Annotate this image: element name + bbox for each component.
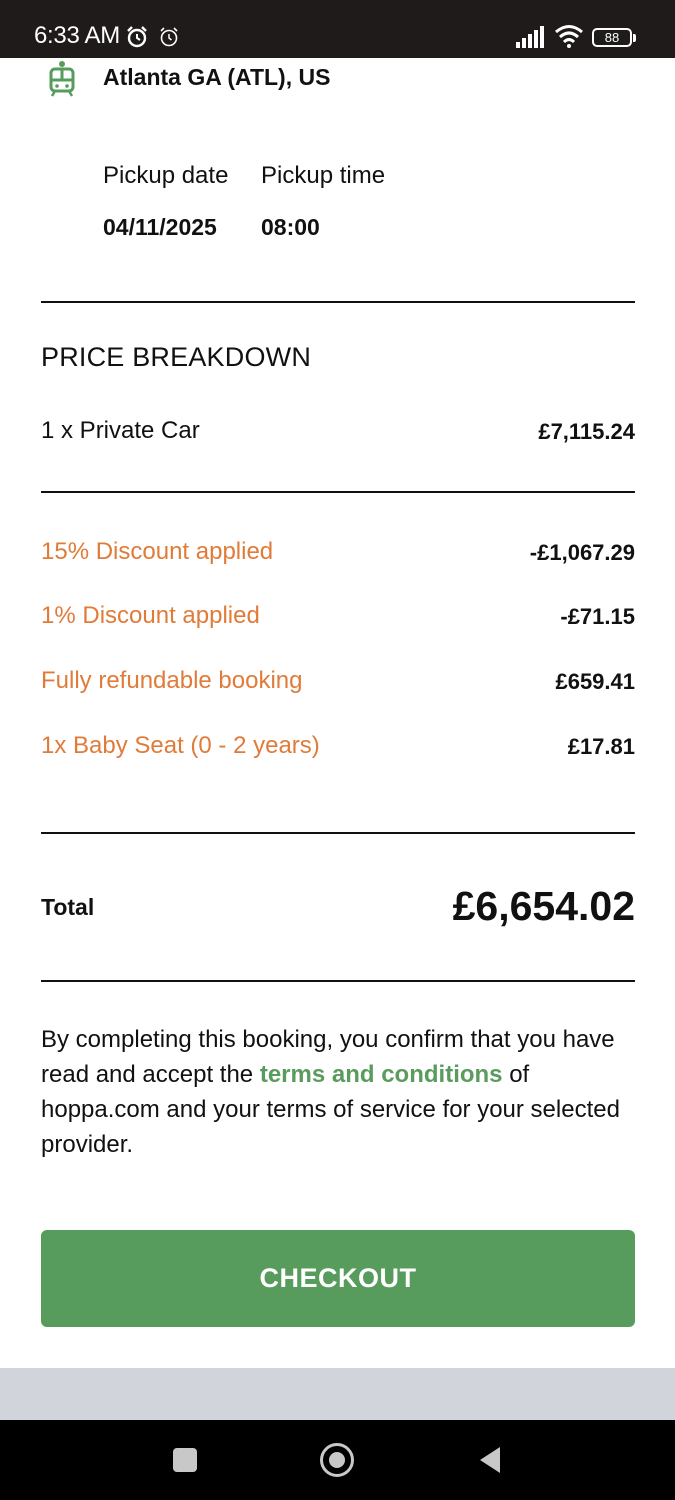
adjustment-label: 15% Discount applied [41, 538, 274, 565]
footer-band [0, 1368, 675, 1420]
adjustment-label: 1% Discount applied [41, 602, 260, 629]
pickup-time-value: 08:00 [261, 214, 320, 240]
checkout-button[interactable]: CHECKOUT [41, 1230, 635, 1327]
terms-link[interactable]: terms and conditions [259, 1061, 503, 1088]
total-label: Total [41, 894, 95, 920]
divider [41, 832, 635, 834]
pickup-date-value: 04/11/2025 [103, 214, 217, 240]
total-value: £6,654.02 [452, 883, 635, 929]
adjustment-value: -£71.15 [560, 604, 635, 629]
terms-text-after: of hoppa.com and your terms of service for your selected provider. [41, 1061, 620, 1158]
status-bar [0, 0, 675, 58]
battery-icon: 88 [592, 28, 632, 47]
status-time: 6:33 AM [34, 22, 120, 49]
terms-text [41, 1022, 641, 1162]
pickup-time-label: Pickup time [261, 162, 386, 189]
alarm-outline-icon [157, 25, 181, 54]
pickup-date-label: Pickup date [103, 162, 229, 189]
wifi-icon [554, 24, 584, 53]
terms-text-before: By completing this booking, you confirm that you have read and accept the [41, 1026, 615, 1088]
adjustment-label: Fully refundable booking [41, 667, 303, 694]
divider [41, 491, 635, 493]
divider [41, 980, 635, 982]
back-icon[interactable] [478, 1446, 502, 1479]
location-name: Atlanta GA (ATL), US [103, 64, 331, 90]
base-item-label: 1 x Private Car [41, 417, 200, 444]
signal-icon [516, 26, 548, 53]
train-icon [48, 60, 76, 103]
adjustment-value: £17.81 [567, 734, 635, 759]
alarm-icon [124, 24, 150, 55]
price-breakdown-title: PRICE BREAKDOWN [41, 342, 312, 372]
recents-icon[interactable] [173, 1448, 197, 1472]
base-item-value: £7,115.24 [538, 419, 635, 444]
divider [41, 301, 635, 303]
adjustment-label: 1x Baby Seat (0 - 2 years) [41, 732, 320, 759]
adjustment-value: £659.41 [555, 669, 635, 694]
adjustment-value: -£1,067.29 [529, 540, 635, 565]
home-icon[interactable] [320, 1443, 354, 1477]
